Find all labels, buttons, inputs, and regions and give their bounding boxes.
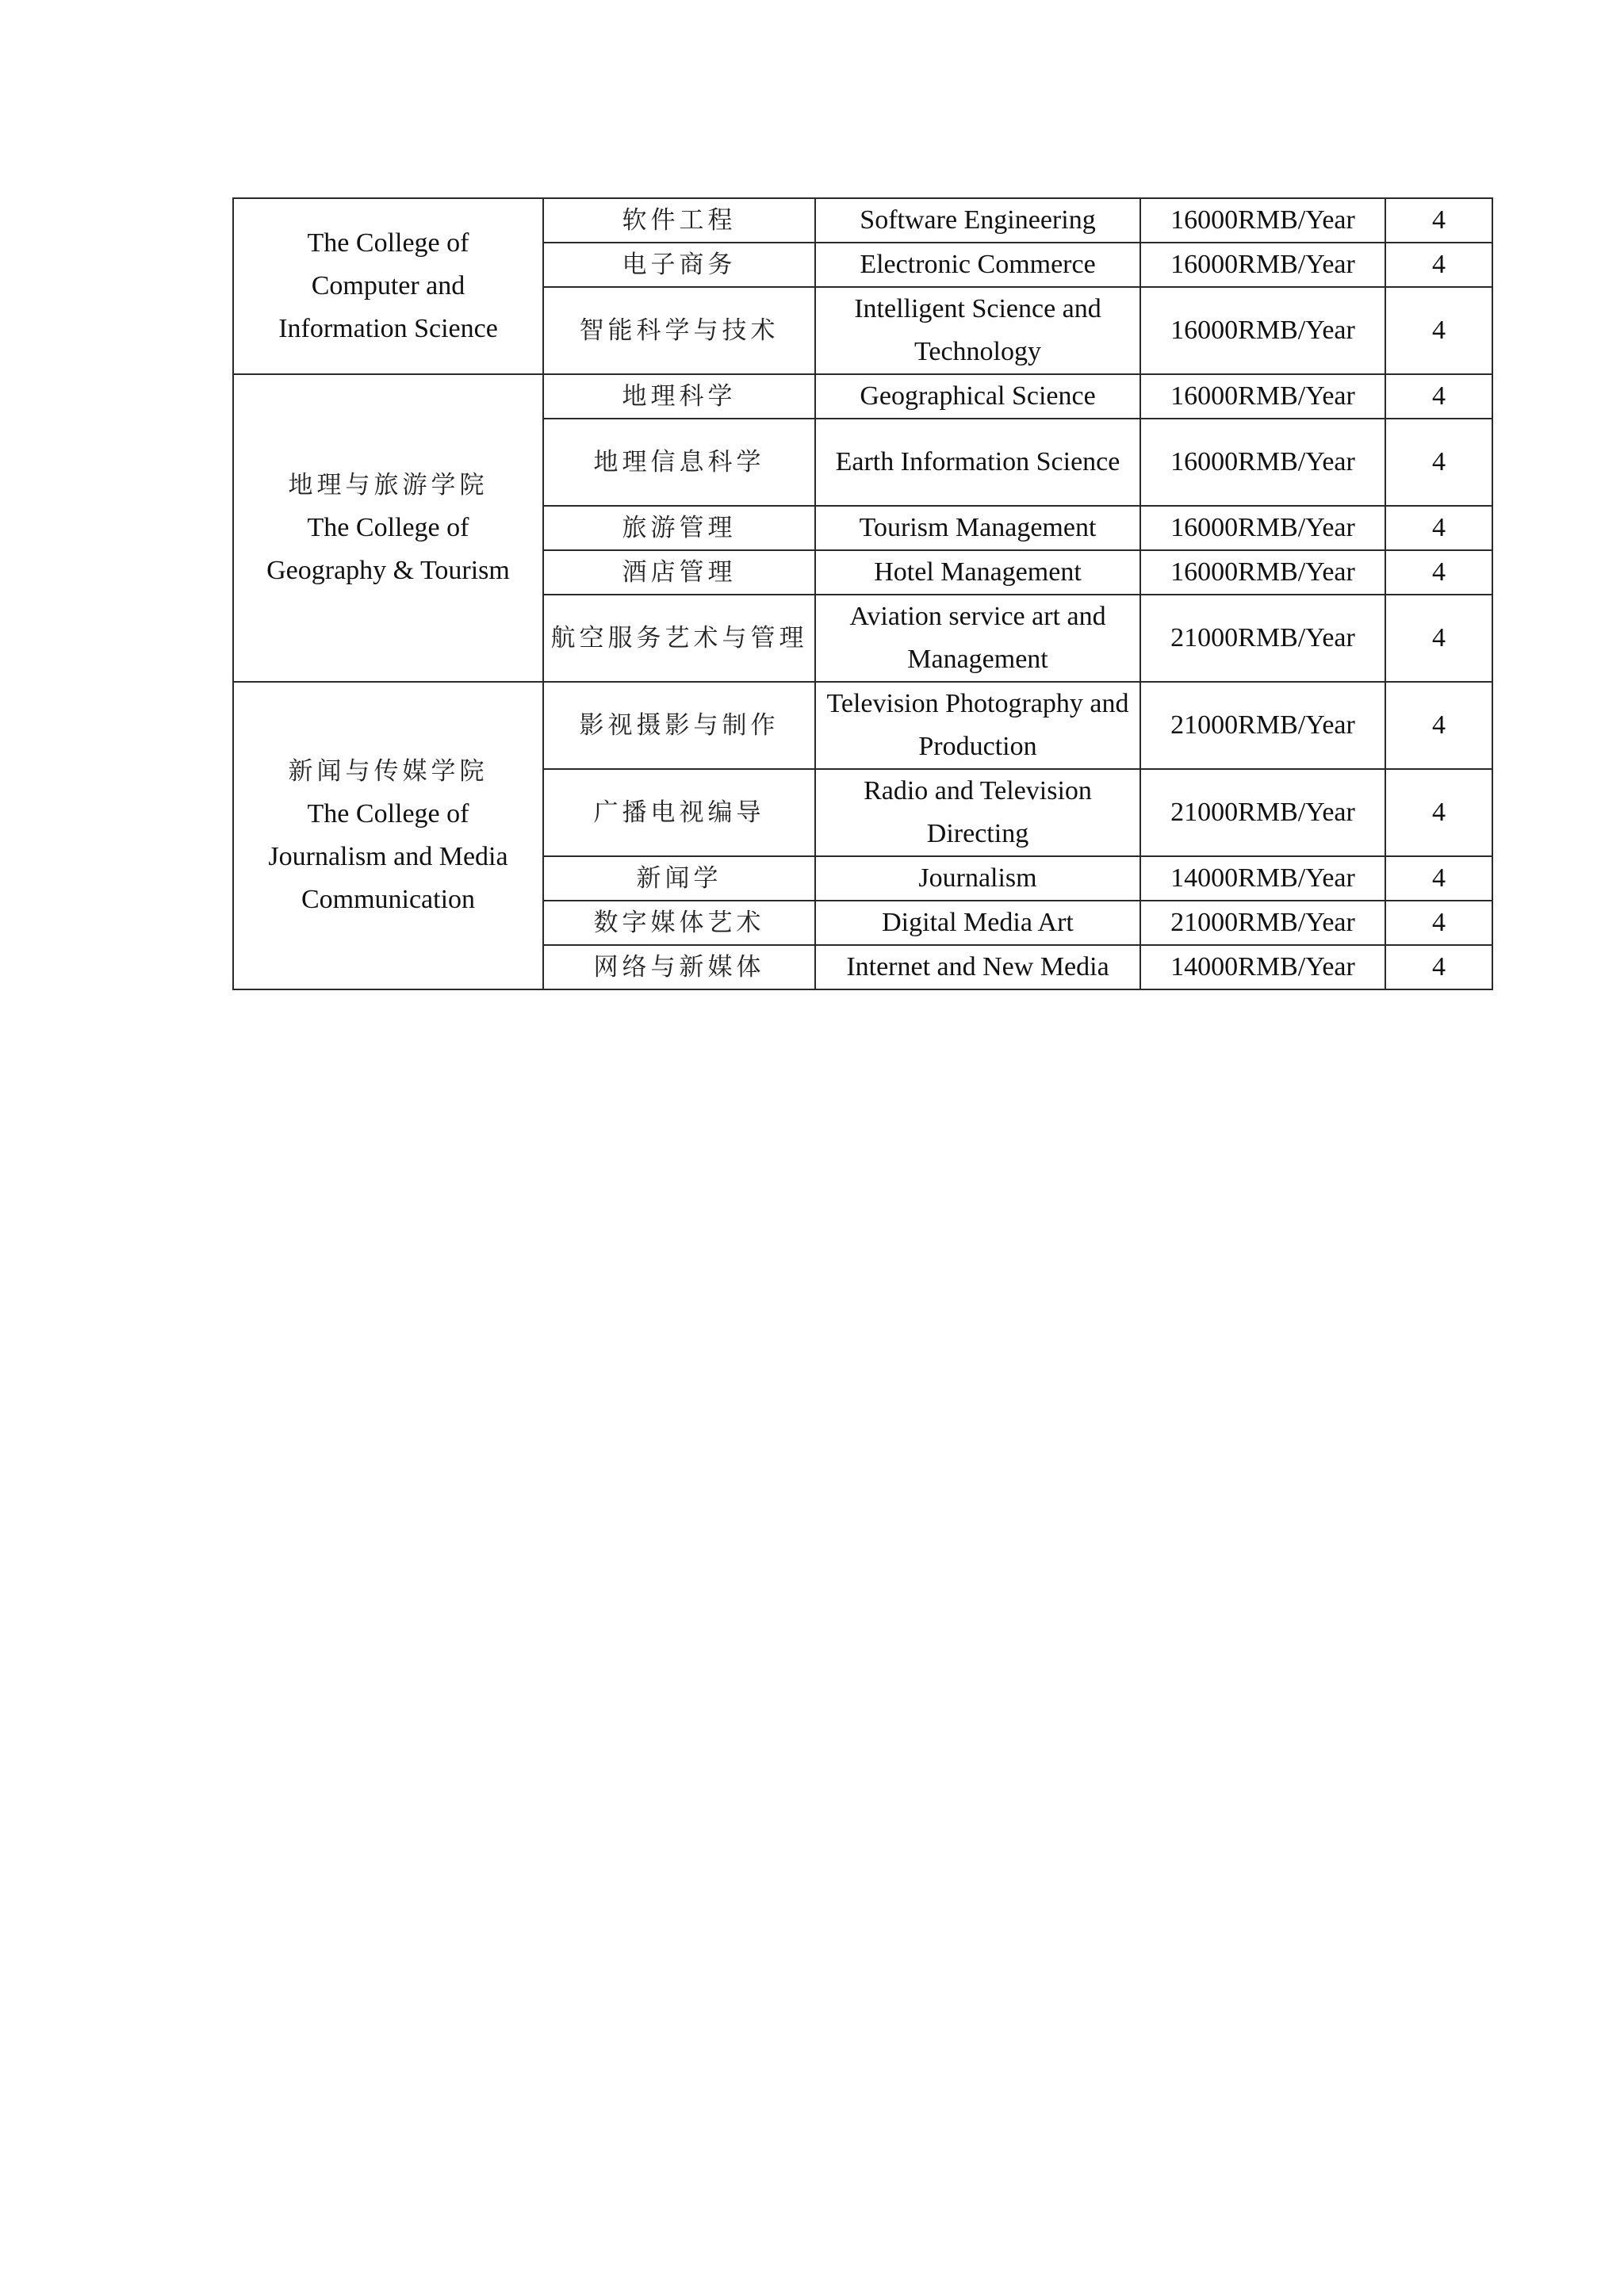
college-name-en-line: Geography & Tourism (266, 556, 510, 585)
program-name-en: Internet and New Media (815, 945, 1140, 989)
college-cell-journalism (233, 682, 543, 989)
college-name-en-line: Journalism and Media (268, 842, 508, 871)
tuition-fee: 16000RMB/Year (1140, 198, 1385, 243)
program-name-cn: 航空服务艺术与管理 (543, 595, 815, 682)
duration-years: 4 (1385, 595, 1492, 682)
college-name-en-line: Communication (301, 885, 476, 914)
program-name-en: Radio and Television Directing (815, 769, 1140, 856)
tuition-fee: 16000RMB/Year (1140, 550, 1385, 595)
program-name-cn: 地理科学 (543, 374, 815, 419)
program-name-cn: 旅游管理 (543, 506, 815, 550)
program-name-cn: 软件工程 (543, 198, 815, 243)
tuition-fee: 21000RMB/Year (1140, 595, 1385, 682)
program-name-en: Hotel Management (815, 550, 1140, 595)
duration-years: 4 (1385, 901, 1492, 945)
tuition-fee: 21000RMB/Year (1140, 769, 1385, 856)
duration-years: 4 (1385, 856, 1492, 901)
table-row (233, 682, 1492, 769)
tuition-fee: 21000RMB/Year (1140, 901, 1385, 945)
program-name-en: Intelligent Science and Technology (815, 287, 1140, 374)
duration-years: 4 (1385, 945, 1492, 989)
program-name-cn: 酒店管理 (543, 550, 815, 595)
program-name-cn: 广播电视编导 (543, 769, 815, 856)
tuition-fee: 14000RMB/Year (1140, 945, 1385, 989)
college-name-cn: 地理与旅游学院 (288, 471, 488, 499)
program-name-cn: 地理信息科学 (543, 419, 815, 506)
college-name-en-line: Computer and (311, 271, 465, 300)
college-name-en-line: The College of (307, 799, 469, 828)
program-name-cn: 网络与新媒体 (543, 945, 815, 989)
program-name-cn: 影视摄影与制作 (543, 682, 815, 769)
program-name-en: Aviation service art and Management (815, 595, 1140, 682)
duration-years: 4 (1385, 769, 1492, 856)
duration-years: 4 (1385, 243, 1492, 287)
duration-years: 4 (1385, 374, 1492, 419)
program-name-cn: 新闻学 (543, 856, 815, 901)
program-name-en: Tourism Management (815, 506, 1140, 550)
program-fee-table (232, 197, 1493, 990)
tuition-fee: 21000RMB/Year (1140, 682, 1385, 769)
program-name-cn: 电子商务 (543, 243, 815, 287)
tuition-fee: 16000RMB/Year (1140, 287, 1385, 374)
college-name-en-line: The College of (307, 513, 469, 542)
program-name-en: Electronic Commerce (815, 243, 1140, 287)
table-row (233, 374, 1492, 419)
program-name-cn: 智能科学与技术 (543, 287, 815, 374)
duration-years: 4 (1385, 550, 1492, 595)
tuition-fee: 16000RMB/Year (1140, 374, 1385, 419)
duration-years: 4 (1385, 419, 1492, 506)
program-name-en: Digital Media Art (815, 901, 1140, 945)
duration-years: 4 (1385, 287, 1492, 374)
program-name-en: Earth Information Science (815, 419, 1140, 506)
college-cell-geography (233, 374, 543, 682)
program-name-en: Geographical Science (815, 374, 1140, 419)
program-name-cn: 数字媒体艺术 (543, 901, 815, 945)
tuition-fee: 14000RMB/Year (1140, 856, 1385, 901)
tuition-fee: 16000RMB/Year (1140, 419, 1385, 506)
college-name-en-line: Information Science (278, 314, 498, 343)
duration-years: 4 (1385, 198, 1492, 243)
duration-years: 4 (1385, 506, 1492, 550)
program-name-en: Software Engineering (815, 198, 1140, 243)
table-row (233, 198, 1492, 243)
tuition-fee: 16000RMB/Year (1140, 243, 1385, 287)
college-name-cn: 新闻与传媒学院 (288, 757, 488, 786)
duration-years: 4 (1385, 682, 1492, 769)
program-name-en: Television Photography and Production (815, 682, 1140, 769)
college-cell-computer (233, 198, 543, 374)
program-name-en: Journalism (815, 856, 1140, 901)
tuition-fee: 16000RMB/Year (1140, 506, 1385, 550)
college-name-en-line: The College of (307, 228, 469, 258)
